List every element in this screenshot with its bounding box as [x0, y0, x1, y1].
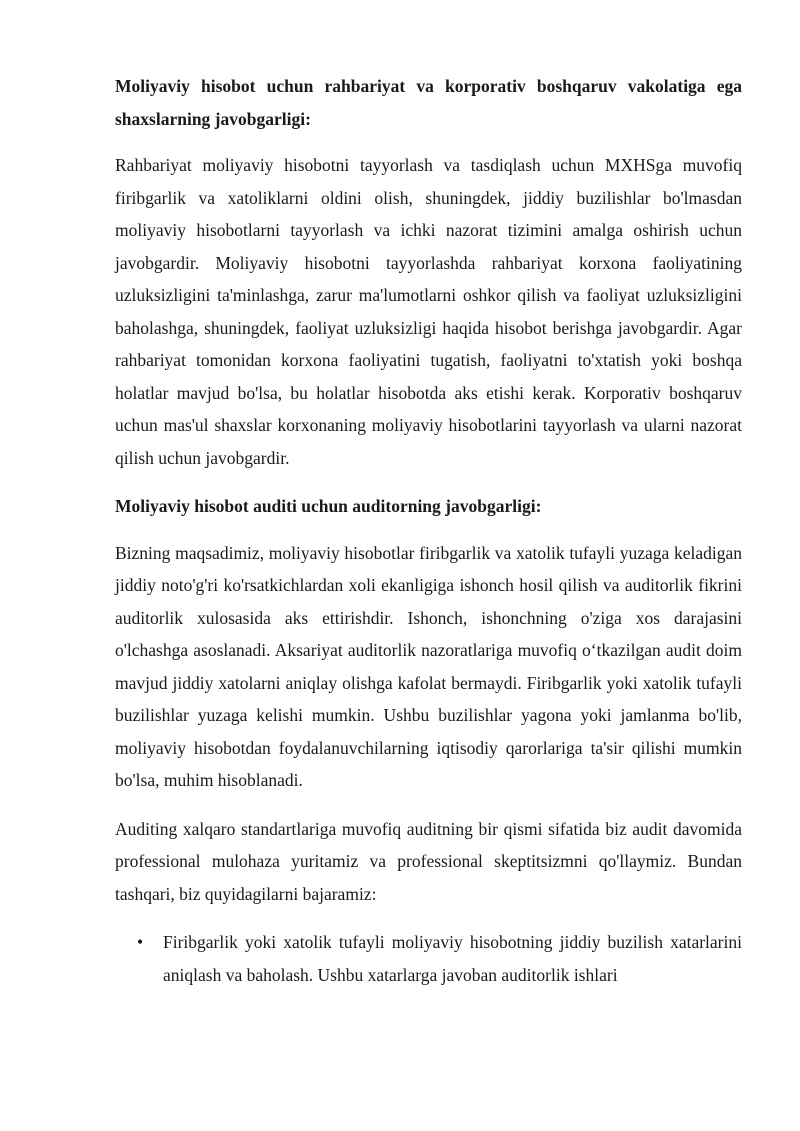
- list-item: [115, 926, 742, 991]
- bullet-icon: •: [137, 932, 144, 952]
- section-heading-management-responsibility: Moliyaviy hisobot uchun rahbariyat va korporativ boshqaruv vakolatiga ega shaxslarning javobgarligi:: [115, 76, 742, 129]
- paragraph-audit-objective: Bizning maqsadimiz, moliyaviy hisobotlar firibgarlik va xatolik tufayli yuzaga keladigan jiddiy noto'g'ri ko'rsatkichlardan xoli ekanligiga ishonch hosil qilish va auditorlik fikrini auditorlik xulosasida aks ettirishdir. Ishonch, ishonchning o'ziga xos darajasini o'lchashga asoslanadi. Aksariyat auditorlik nazoratlariga muvofiq o‘tkazilgan audit doim mavjud jiddiy xatolarni aniqlay olishga kafolat bermaydi. Firibgarlik yoki xatolik tufayli buzilishlar yuzaga kelishi mumkin. Ushbu buzilishlar yagona yoki jamlanma bo'lib, moliyaviy hisobotdan foydalanuvchilarning iqtisodiy qarorlariga ta'sir qilishi mumkin bo'lsa, muhim hisoblanadi.: [115, 542, 742, 790]
- paragraph-management-responsibility: Rahbariyat moliyaviy hisobotni tayyorlash va tasdiqlash uchun MXHSga muvofiq firibgarlik va xatoliklarni oldini olish, shuningdek, jiddiy buzilishlar bo'lmasdan moliyaviy hisobotlarni tayyorlash va ichki nazorat tizimini amalga oshirish uchun javobgardir. Moliyaviy hisobotni tayyorlashda rahbariyat korxona faoliyatining uzluksizligini ta'minlashga, zarur ma'lumotlarni oshkor qilish va faoliyat uzluksizligini baholashga, shuningdek, faoliyat uzluksizligi haqida hisobot berishga javobgardir. Agar rahbariyat tomonidan korxona faoliyatini tugatish, faoliyatni to'xtatish yoki boshqa holatlar mavjud bo'lsa, bu holatlar hisobotda aks etishi kerak. Korporativ boshqaruv uchun mas'ul shaxslar korxonaning moliyaviy hisobotlarini tayyorlash va ularni nazorat qilish uchun javobgardir.: [115, 155, 742, 468]
- procedures-list: [115, 926, 742, 991]
- document-page: [115, 70, 742, 991]
- section-heading-auditor-responsibility: Moliyaviy hisobot auditi uchun auditorning javobgarligi:: [115, 496, 542, 516]
- list-item-text: Firibgarlik yoki xatolik tufayli moliyaviy hisobotning jiddiy buzilish xatarlarini aniqlash va baholash. Ushbu xatarlarga javoban auditorlik ishlari: [163, 932, 742, 985]
- paragraph-isa-procedures: Auditing xalqaro standartlariga muvofiq auditning bir qismi sifatida biz audit davomida professional mulohaza yuritamiz va professional skeptitsizmni qo'llaymiz. Bundan tashqari, biz quyidagilarni bajaramiz:: [115, 818, 742, 904]
